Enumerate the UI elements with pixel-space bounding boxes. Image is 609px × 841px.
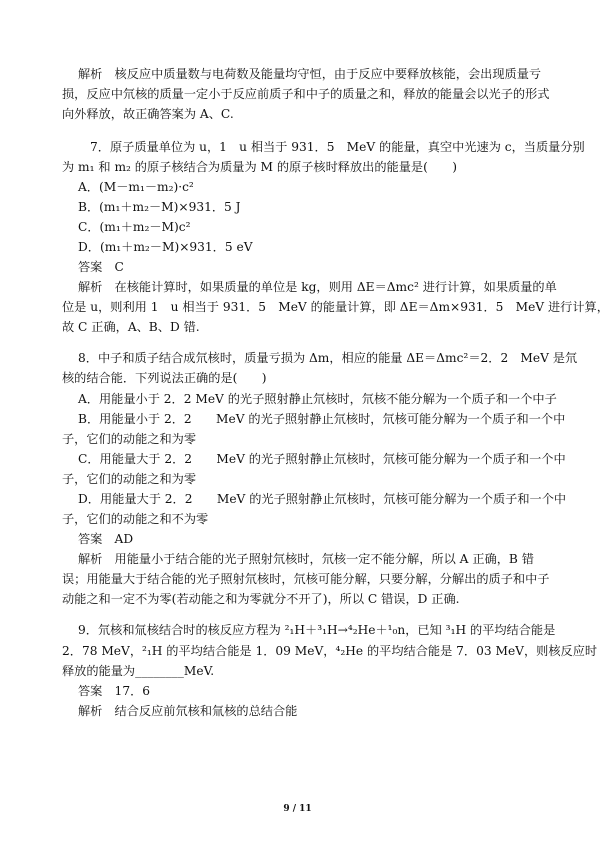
option-8d-line-1: D．用能量大于 2．2 MeV 的光子照射静止氘核时，氘核可能分解为一个质子和一个中 (78, 492, 567, 506)
analysis-8-line-3: 动能之和一定不为零(若动能之和为零就分不开了)，所以 C 错误，D 正确. (62, 592, 460, 606)
question-9-line-1: 9．氘核和氚核结合时的核反应方程为 ²₁H＋³₁H→⁴₂He＋¹₀n，已知 ³₁H 的平均结合能是 (78, 623, 556, 637)
option-7c: C．(m₁＋m₂－M)c² (78, 220, 191, 234)
analysis-8-line-1: 解析 用能量小于结合能的光子照射氘核时，氘核一定不能分解，所以 A 正确，B 错 (78, 552, 534, 566)
option-7d: D．(m₁＋m₂－M)×931．5 eV (78, 240, 253, 254)
option-8d-line-2: 子，它们的动能之和不为零 (62, 512, 209, 526)
page-number: 9 / 11 (283, 804, 312, 814)
question-8-line-1: 8．中子和质子结合成氘核时，质量亏损为 Δm，相应的能量 ΔE＝Δmc²＝2．2 MeV 是氘 (78, 351, 578, 365)
option-8b-line-2: 子，它们的动能之和为零 (62, 432, 197, 446)
analysis-8-line-2: 误；用能量大于结合能的光子照射氘核时，氘核可能分解，只要分解，分解出的质子和中子 (62, 572, 550, 586)
question-7-line-1: 7．原子质量单位为 u，1 u 相当于 931．5 MeV 的能量，真空中光速为 c，当质量分别 (90, 140, 585, 154)
option-8c-line-2: 子，它们的动能之和为零 (62, 472, 197, 486)
option-8c-line-1: C．用能量大于 2．2 MeV 的光子照射静止氘核时，氘核可能分解为一个质子和一个中 (78, 452, 566, 466)
analysis-7-line-3: 故 C 正确，A、B、D 错. (62, 320, 200, 334)
question-8-line-2: 核的结合能．下列说法正确的是( ) (62, 371, 267, 385)
option-7b: B．(m₁＋m₂－M)×931．5 J (78, 200, 241, 214)
analysis-7-line-2: 位是 u，则利用 1 u 相当于 931．5 MeV 的能量计算，即 ΔE＝Δm×931．5 MeV 进行计算， (62, 300, 609, 314)
analysis-7-line-1: 解析 在核能计算时，如果质量的单位是 kg，则用 ΔE＝Δmc² 进行计算，如果质量的单 (78, 280, 557, 294)
option-8a: A．用能量小于 2．2 MeV 的光子照射静止氘核时，氘核不能分解为一个质子和一个中子 (78, 392, 557, 406)
text-line-3: 向外释放，故正确答案为 A、C. (62, 107, 234, 121)
text-line-1: 解析 核反应中质量数与电荷数及能量均守恒，由于反应中要释放核能，会出现质量亏 (78, 67, 542, 81)
question-9-line-3: 释放的能量为________MeV. (62, 664, 215, 678)
question-7-line-2: 为 m₁ 和 m₂ 的原子核结合为质量为 M 的原子核时释放出的能量是( ) (62, 160, 457, 174)
analysis-9-line-1: 解析 结合反应前氘核和氚核的总结合能 (78, 704, 298, 718)
text-line-2: 损，反应中氘核的质量一定小于反应前质子和中子的质量之和，释放的能量会以光子的形式 (62, 87, 550, 101)
option-8b-line-1: B．用能量小于 2．2 MeV 的光子照射静止氘核时，氘核可能分解为一个质子和一个中 (78, 412, 566, 426)
answer-8: 答案 AD (78, 532, 134, 546)
answer-7: 答案 C (78, 260, 124, 274)
option-7a: A．(M－m₁－m₂)·c² (78, 180, 194, 194)
answer-9: 答案 17．6 (78, 684, 151, 698)
question-9-line-2: 2．78 MeV，²₁H 的平均结合能是 1．09 MeV，⁴₂He 的平均结合能是 7．03 MeV，则核反应时 (62, 644, 598, 658)
